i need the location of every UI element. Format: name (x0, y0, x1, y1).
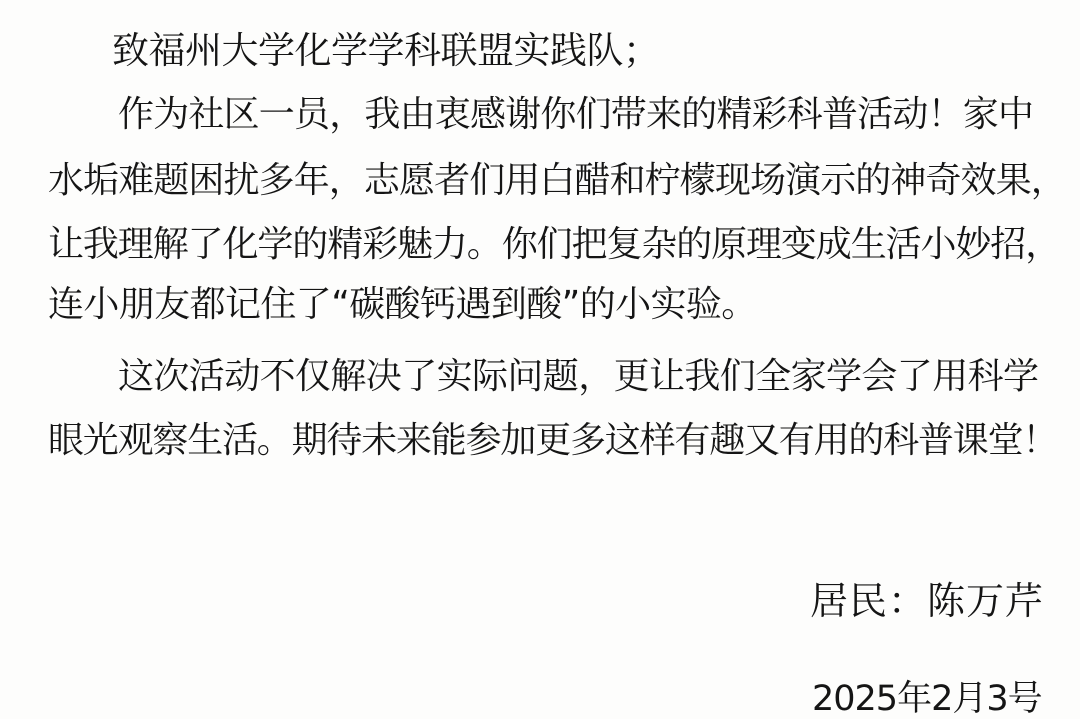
paragraph2-line-1: 这次活动不仅解决了实际问题，更让我们全家学会了用科学 (118, 356, 1039, 397)
paragraph1-line-1: 作为社区一员，我由衷感谢你们带来的精彩科普活动！家中 (118, 94, 1034, 135)
paragraph1-line-4: 连小朋友都记住了“碳酸钙遇到酸”的小实验。 (48, 284, 757, 325)
letter-signature: 居民：陈万芹 (810, 579, 1045, 623)
letter-greeting: 致福州大学化学学科联盟实践队； (112, 29, 660, 72)
letter-date: 2025年2月3号 (812, 679, 1042, 719)
paragraph2-line-2: 眼光观察生活。期待未来能参加更多这样有趣又有用的科普课堂！ (48, 420, 1058, 461)
paragraph1-line-2: 水垢难题困扰多年，志愿者们用白醋和柠檬现场演示的神奇效果， (48, 160, 1066, 201)
paragraph1-line-3: 让我理解了化学的精彩魅力。你们把复杂的原理变成生活小妙招， (48, 224, 1061, 265)
